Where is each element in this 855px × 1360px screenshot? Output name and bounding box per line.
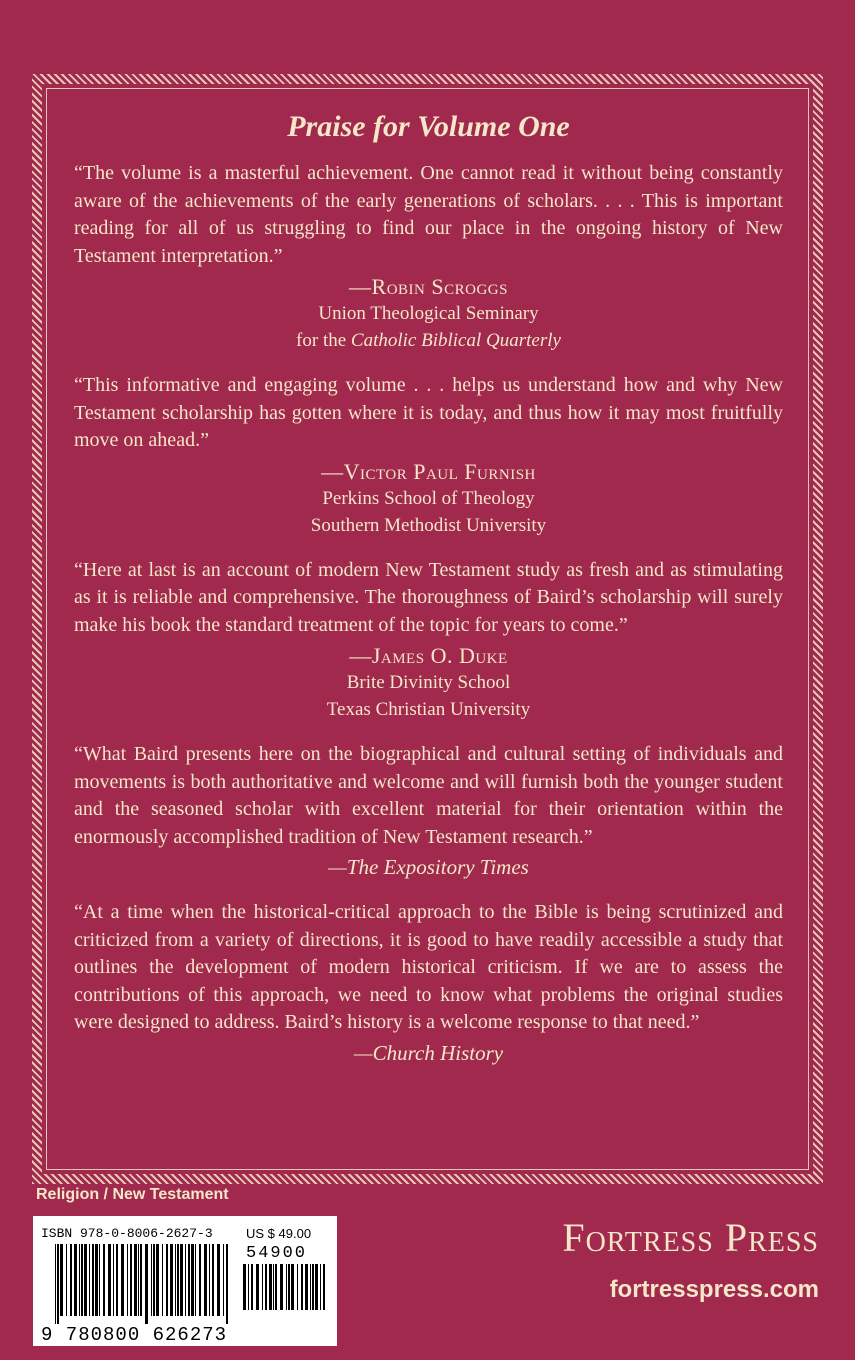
barcode-bar — [315, 1264, 318, 1310]
barcode-bar — [177, 1244, 179, 1316]
barcode-bar — [89, 1244, 90, 1316]
barcode-bar — [288, 1264, 290, 1310]
barcode-bar — [269, 1264, 272, 1310]
barcode-digits: 9 780800 626273 — [41, 1324, 228, 1346]
barcode-bar — [175, 1244, 176, 1316]
barcode-bar — [286, 1264, 287, 1310]
barcode-bar — [273, 1264, 274, 1310]
barcode-bar — [191, 1244, 194, 1316]
barcode-bar — [130, 1244, 132, 1316]
barcode-bar — [251, 1264, 253, 1310]
barcode-bar — [92, 1244, 94, 1316]
barcode-bar — [226, 1244, 228, 1324]
reviewer-institution: Texas Christian University — [326, 699, 531, 720]
barcode-bar — [320, 1264, 321, 1310]
barcode-bar — [81, 1244, 83, 1316]
barcode-bar — [248, 1264, 249, 1310]
publisher-name: Fortress Press — [562, 1215, 819, 1260]
price-label: US $ 49.00 — [246, 1226, 312, 1241]
review-quote-1: “The volume is a masterful achievement. One cannot read it without being constantly aware of the achievements of the early generations of scholars. . . . This is important reading for all of us struggling to find our place in the ongoing history of New Testament interpretation.” — [74, 162, 783, 267]
barcode-bar — [127, 1244, 128, 1316]
review-attribution-3 — [74, 642, 783, 723]
barcode-bar — [297, 1264, 298, 1310]
barcode-bar — [256, 1264, 259, 1310]
barcode-bar — [60, 1244, 63, 1316]
barcode-bar — [185, 1244, 186, 1316]
reviewer-affiliation: Brite Divinity School — [346, 672, 511, 693]
barcode-bar — [301, 1264, 303, 1310]
barcode-bar — [323, 1264, 325, 1310]
barcode-bar — [138, 1244, 139, 1316]
barcode-bar — [195, 1244, 196, 1316]
barcode-bar — [74, 1244, 77, 1316]
reviewer-name: —Victor Paul Furnish — [321, 458, 536, 484]
review-quote-2: “This informative and engaging volume . . . helps us understand how and why New Testament scholarship has gotten where it is today, and thus how it may most fruitfully move on ahead.” — [74, 374, 783, 451]
barcode-bar — [134, 1244, 137, 1316]
barcode-bar — [166, 1244, 168, 1316]
barcode-bar — [99, 1244, 100, 1316]
barcode-main-bars — [55, 1244, 231, 1324]
barcode-bar — [121, 1244, 124, 1316]
barcode-bar — [312, 1264, 314, 1310]
barcode-bar — [280, 1264, 283, 1310]
barcode-bar — [291, 1264, 294, 1310]
barcode-bar — [70, 1244, 72, 1316]
review-quote-4: “What Baird presents here on the biographical and cultural setting of individuals and movements is both authoritative and welcome and will furnish both the younger student and the seasoned scholar with excellent material for their orientation within the enormously accomplished tradition of New Testament research.” — [74, 743, 783, 848]
reviewer-publication: for the Catholic Biblical Quarterly — [296, 330, 561, 351]
barcode-bar — [108, 1244, 111, 1316]
barcode-bar — [145, 1244, 148, 1324]
barcode-bar — [140, 1244, 142, 1316]
barcode-bar — [199, 1244, 201, 1316]
barcode-bar — [170, 1244, 173, 1316]
barcode-bar — [66, 1244, 67, 1316]
review-attribution-4 — [74, 854, 783, 881]
isbn-label: ISBN 978-0-8006-2627-3 — [41, 1226, 213, 1241]
price-code: 54900 — [246, 1244, 308, 1263]
barcode-bar — [243, 1264, 246, 1310]
review-attribution-5 — [74, 1040, 783, 1067]
barcode-bar — [209, 1244, 210, 1316]
review-quote-5: “At a time when the historical-critical approach to the Bible is being scrutinized and criticized from a variety of directions, it is good to have readily accessible a study that outlines the development of modern historical criticism. If we are to assess the contributions of this approach, we need to know what problems the original studies were designed to address. Baird’s history is a welcome response to that need.” — [74, 901, 783, 1033]
barcode-bar — [310, 1264, 311, 1310]
barcode-bar — [305, 1264, 308, 1310]
barcode-bar — [84, 1244, 87, 1316]
barcode-bar — [113, 1244, 114, 1316]
praise-heading: Praise for Volume One — [287, 110, 570, 143]
barcode-bar — [55, 1244, 56, 1324]
barcode-panel — [33, 1216, 337, 1346]
review-attribution-1 — [74, 273, 783, 354]
barcode-bar — [156, 1244, 159, 1316]
barcode-bar — [116, 1244, 118, 1316]
praise-section — [74, 104, 783, 1067]
barcode-bar — [153, 1244, 155, 1316]
barcode-bar — [151, 1244, 152, 1316]
reviewer-affiliation: Perkins School of Theology — [322, 487, 535, 509]
barcode-bar — [79, 1244, 80, 1316]
review-quote-3: “Here at last is an account of modern New Testament study as fresh and as stimulating as it is reliable and comprehensive. The thoroughness of Baird’s scholarship will surely make his book the standard treatment of the topic for years to come.” — [74, 558, 783, 636]
review-source: —Church History — [353, 1040, 504, 1065]
barcode-bar — [204, 1244, 207, 1316]
reviewer-institution: Southern Methodist University — [310, 514, 547, 536]
review-attribution-2 — [74, 458, 783, 539]
publisher-website: fortresspress.com — [609, 1276, 819, 1303]
barcode-bar — [103, 1244, 105, 1316]
barcode-bar — [275, 1264, 277, 1310]
barcode-bar — [180, 1244, 183, 1316]
barcode-bar — [217, 1244, 220, 1316]
barcode-bar — [95, 1244, 98, 1316]
reviewer-name: —Robin Scroggs — [349, 274, 508, 299]
barcode-bar — [223, 1244, 224, 1316]
barcode-bar — [212, 1244, 214, 1316]
review-source: —The Expository Times — [328, 855, 529, 879]
barcode-bar — [188, 1244, 190, 1316]
barcode-bar — [262, 1264, 263, 1310]
reviewer-affiliation: Union Theological Seminary — [318, 303, 539, 324]
barcode-bar — [162, 1244, 163, 1316]
barcode-addon-bars — [243, 1264, 327, 1318]
barcode-bar — [57, 1244, 59, 1324]
barcode-bar — [265, 1264, 267, 1310]
category-label: Religion / New Testament — [36, 1186, 229, 1203]
reviewer-name: —James O. Duke — [349, 643, 508, 668]
